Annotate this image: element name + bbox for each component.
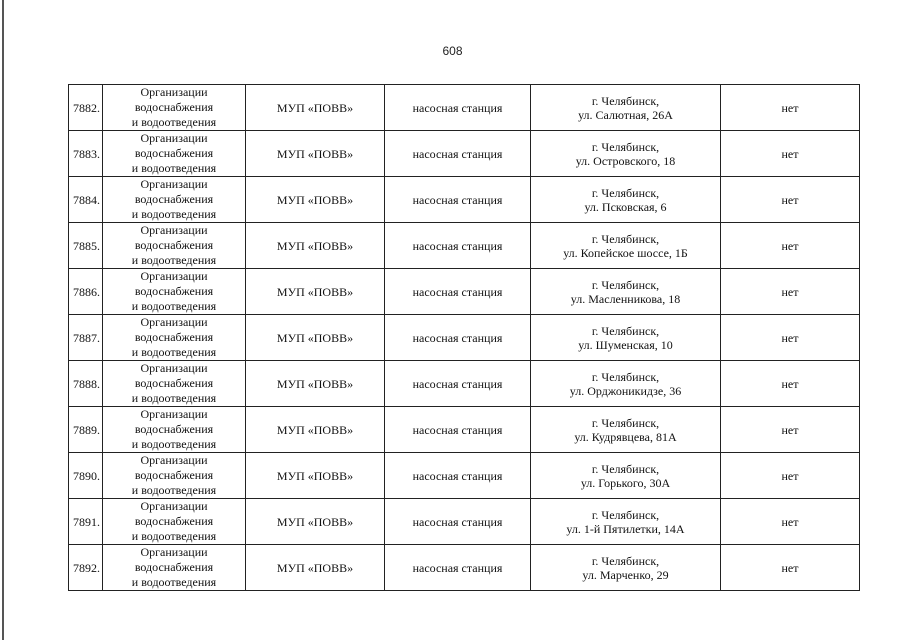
value-cell: нет [721,177,860,223]
table-row [69,407,860,453]
value-cell: нет [721,315,860,361]
address-line: г. Челябинск, [591,323,660,338]
category-line: водоснабжения [134,146,214,160]
address-line: ул. Марченко, 29 [582,567,669,582]
organization-cell: МУП «ПОВВ» [246,453,385,499]
table-row [69,545,860,591]
value-cell: нет [721,453,860,499]
address-line: г. Челябинск, [591,415,660,430]
category-line: водоснабжения [134,376,214,390]
object-type-cell: насосная станция [385,453,531,499]
object-type-cell: насосная станция [385,315,531,361]
object-type-cell: насосная станция [385,177,531,223]
category-line: Организации [140,315,208,329]
address-line: г. Челябинск, [591,553,660,568]
category-line: Организации [140,407,208,421]
category-line: водоснабжения [134,560,214,574]
organization-cell: МУП «ПОВВ» [246,315,385,361]
registry-table [68,84,860,591]
organization-cell: МУП «ПОВВ» [246,499,385,545]
object-type-cell: насосная станция [385,223,531,269]
row-number-cell: 7884. [69,177,103,223]
address-line: г. Челябинск, [591,277,660,292]
table-row [69,177,860,223]
address-line: ул. Орджоникидзе, 36 [569,383,682,398]
table-row [69,223,860,269]
row-number-cell: 7886. [69,269,103,315]
category-cell [103,177,246,223]
address-cell [531,269,721,315]
category-cell [103,269,246,315]
value-cell: нет [721,223,860,269]
category-line: и водоотведения [131,483,217,497]
address-cell [531,131,721,177]
table-row [69,85,860,131]
row-number-cell: 7890. [69,453,103,499]
category-line: Организации [140,499,208,513]
table-row [69,269,860,315]
organization-cell: МУП «ПОВВ» [246,85,385,131]
address-cell [531,223,721,269]
row-number-cell: 7892. [69,545,103,591]
address-line: г. Челябинск, [591,507,660,522]
category-line: и водоотведения [131,207,217,221]
value-cell: нет [721,131,860,177]
page-number: 608 [442,44,463,58]
organization-cell: МУП «ПОВВ» [246,361,385,407]
category-line: водоснабжения [134,238,214,252]
category-line: Организации [140,453,208,467]
row-number-cell: 7885. [69,223,103,269]
category-line: Организации [140,131,208,145]
category-line: водоснабжения [134,192,214,206]
page-edge-rule [2,0,4,640]
table-row [69,131,860,177]
address-cell [531,407,721,453]
address-cell [531,453,721,499]
address-line: ул. Кудрявцева, 81А [574,429,677,444]
table-row [69,453,860,499]
value-cell: нет [721,499,860,545]
address-line: ул. Салютная, 26А [578,107,673,122]
category-cell [103,315,246,361]
address-line: ул. 1-й Пятилетки, 14А [566,521,685,536]
value-cell: нет [721,269,860,315]
organization-cell: МУП «ПОВВ» [246,545,385,591]
category-cell [103,407,246,453]
address-line: г. Челябинск, [591,139,660,154]
address-cell [531,545,721,591]
category-cell [103,361,246,407]
address-line: ул. Островского, 18 [575,153,676,168]
category-cell [103,499,246,545]
row-number-cell: 7889. [69,407,103,453]
category-line: Организации [140,361,208,375]
category-cell [103,85,246,131]
organization-cell: МУП «ПОВВ» [246,131,385,177]
category-line: и водоотведения [131,437,217,451]
row-number-cell: 7883. [69,131,103,177]
category-line: Организации [140,177,208,191]
category-line: и водоотведения [131,345,217,359]
value-cell: нет [721,85,860,131]
object-type-cell: насосная станция [385,85,531,131]
address-cell [531,177,721,223]
address-cell [531,85,721,131]
category-cell [103,223,246,269]
organization-cell: МУП «ПОВВ» [246,177,385,223]
category-line: Организации [140,223,208,237]
address-line: ул. Копейское шоссе, 1Б [563,245,688,260]
address-line: г. Челябинск, [591,231,660,246]
category-line: и водоотведения [131,115,217,129]
table-row [69,361,860,407]
value-cell: нет [721,545,860,591]
category-cell [103,453,246,499]
category-line: водоснабжения [134,284,214,298]
object-type-cell: насосная станция [385,499,531,545]
value-cell: нет [721,361,860,407]
address-line: ул. Псковская, 6 [584,199,667,214]
address-line: ул. Горького, 30А [580,475,671,490]
category-line: водоснабжения [134,468,214,482]
category-cell [103,131,246,177]
category-line: водоснабжения [134,422,214,436]
address-cell [531,361,721,407]
category-line: и водоотведения [131,529,217,543]
address-line: г. Челябинск, [591,461,660,476]
address-line: ул. Масленникова, 18 [570,291,681,306]
object-type-cell: насосная станция [385,131,531,177]
category-line: водоснабжения [134,100,214,114]
category-line: водоснабжения [134,330,214,344]
table-row [69,315,860,361]
registry-table-body [69,85,860,591]
object-type-cell: насосная станция [385,407,531,453]
value-cell: нет [721,407,860,453]
category-line: водоснабжения [134,514,214,528]
organization-cell: МУП «ПОВВ» [246,407,385,453]
category-line: и водоотведения [131,161,217,175]
address-cell [531,499,721,545]
category-cell [103,545,246,591]
address-line: г. Челябинск, [591,369,660,384]
category-line: и водоотведения [131,299,217,313]
row-number-cell: 7887. [69,315,103,361]
address-line: ул. Шуменская, 10 [578,337,673,352]
category-line: и водоотведения [131,391,217,405]
organization-cell: МУП «ПОВВ» [246,269,385,315]
address-cell [531,315,721,361]
object-type-cell: насосная станция [385,545,531,591]
row-number-cell: 7882. [69,85,103,131]
category-line: Организации [140,545,208,559]
category-line: Организации [140,85,208,99]
address-line: г. Челябинск, [591,93,660,108]
table-row [69,499,860,545]
row-number-cell: 7888. [69,361,103,407]
organization-cell: МУП «ПОВВ» [246,223,385,269]
category-line: и водоотведения [131,253,217,267]
address-line: г. Челябинск, [591,185,660,200]
category-line: Организации [140,269,208,283]
row-number-cell: 7891. [69,499,103,545]
category-line: и водоотведения [131,575,217,589]
object-type-cell: насосная станция [385,361,531,407]
object-type-cell: насосная станция [385,269,531,315]
